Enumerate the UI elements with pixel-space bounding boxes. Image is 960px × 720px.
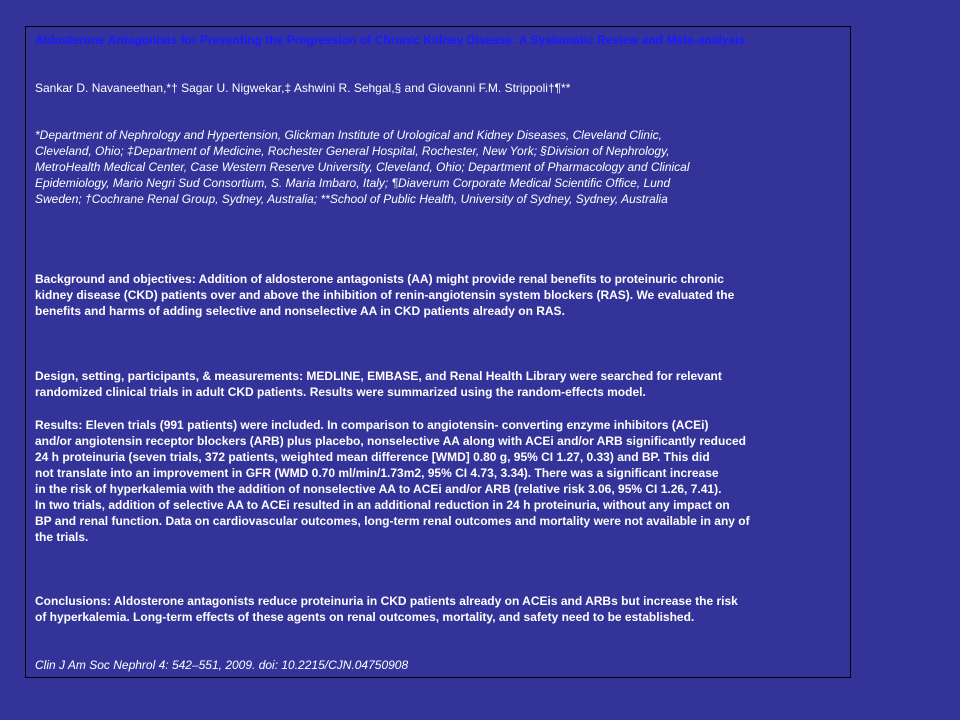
- results-line: the trials.: [35, 530, 89, 544]
- affiliation-line: Cleveland, Ohio; ‡Department of Medicine, Rochester General Hospital, Rochester, New York; §Division of Nephrology,: [35, 144, 670, 158]
- affiliation-line: *Department of Nephrology and Hypertension, Glickman Institute of Urological and Kidney Diseases, Cleveland Clinic,: [35, 128, 662, 142]
- results-line: BP and renal function. Data on cardiovascular outcomes, long-term renal outcomes and mortality were not available in any of: [35, 514, 750, 528]
- results-line: Results: Eleven trials (991 patients) were included. In comparison to angiotensin- converting enzyme inhibitors (ACEi): [35, 418, 709, 432]
- affiliation-line: MetroHealth Medical Center, Case Western Reserve University, Cleveland, Ohio; Department of Pharmacology and Clinical: [35, 160, 690, 174]
- results-line: In two trials, addition of selective AA to ACEi resulted in an additional reduction in 24 h proteinuria, without any impact on: [35, 498, 730, 512]
- background-line: Background and objectives: Addition of aldosterone antagonists (AA) might provide renal benefits to proteinuric chronic: [35, 272, 724, 286]
- background-section: [35, 271, 835, 319]
- conclusions-line: Conclusions: Aldosterone antagonists reduce proteinuria in CKD patients already on ACEis and ARBs but increase the risk: [35, 594, 738, 608]
- background-line: kidney disease (CKD) patients over and above the inhibition of renin-angiotensin system blockers (RAS). We evaluated the: [35, 288, 735, 302]
- results-section: [35, 417, 835, 545]
- results-line: 24 h proteinuria (seven trials, 372 patients, weighted mean difference [WMD] 0.80 g, 95% CI 1.27, 0.33) and BP. This did: [35, 450, 710, 464]
- background-line: benefits and harms of adding selective and nonselective AA in CKD patients already on RAS.: [35, 304, 565, 318]
- paper-title: Aldosterone Antagonists for Preventing the Progression of Chronic Kidney Disease: A Systematic Review and Meta-analysis: [35, 33, 746, 47]
- author-list: Sankar D. Navaneethan,*† Sagar U. Nigwekar,‡ Ashwini R. Sehgal,§ and Giovanni F.M. Strippoli†¶**: [35, 81, 571, 95]
- affiliation-line: Sweden; †Cochrane Renal Group, Sydney, Australia; **School of Public Health, University of Sydney, Sydney, Australia: [35, 192, 668, 206]
- abstract-content: [35, 32, 835, 673]
- affiliations: [35, 127, 835, 207]
- results-line: not translate into an improvement in GFR (WMD 0.70 ml/min/1.73m2, 95% CI 4.73, 3.34). There was a significant increase: [35, 466, 719, 480]
- results-line: in the risk of hyperkalemia with the addition of nonselective AA to ACEi and/or ARB (relative risk 3.06, 95% CI 1.26, 7.41).: [35, 482, 722, 496]
- design-line: randomized clinical trials in adult CKD patients. Results were summarized using the random-effects model.: [35, 385, 646, 399]
- affiliation-line: Epidemiology, Mario Negri Sud Consortium, S. Maria Imbaro, Italy; ¶Diaverum Corporate Medical Scientific Office, Lund: [35, 176, 671, 190]
- design-line: Design, setting, participants, & measurements: MEDLINE, EMBASE, and Renal Health Library were searched for relevant: [35, 369, 722, 383]
- results-line: and/or angiotensin receptor blockers (ARB) plus placebo, nonselective AA along with ACEi and/or ARB significantly reduced: [35, 434, 746, 448]
- conclusions-section: [35, 593, 835, 625]
- conclusions-line: of hyperkalemia. Long-term effects of these agents on renal outcomes, mortality, and safety need to be established.: [35, 610, 695, 624]
- journal-citation: Clin J Am Soc Nephrol 4: 542–551, 2009. doi: 10.2215/CJN.04750908: [35, 658, 409, 672]
- design-section: [35, 368, 835, 400]
